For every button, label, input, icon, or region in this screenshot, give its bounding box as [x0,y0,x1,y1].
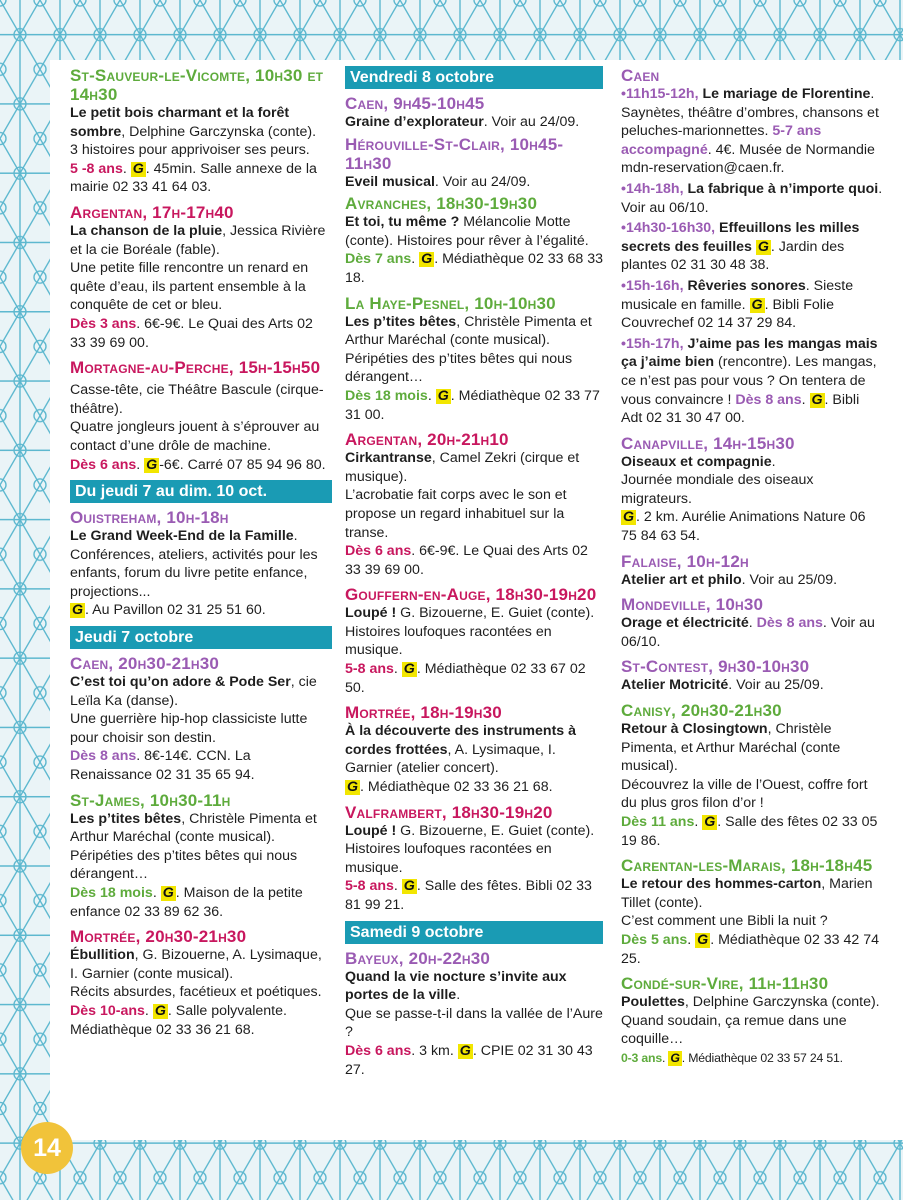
age-label: Dès 18 mois [70,885,153,901]
event-title: Les p’tites bêtes [70,810,182,827]
free-badge: G [154,1002,166,1019]
age-label: 0-3 ans [621,1050,662,1065]
sub-event-description: . Saynètes, théâtre d’ombres, chansons et peluches-marionnettes. [621,86,879,140]
date-bar: Vendredi 8 octobre [345,66,603,89]
age-label: 5-8 ans [345,661,394,678]
sub-event: •15h-17h, J’aime pas les mangas mais ça j’aime bien (rencontre). Les mangas, ce n’est pas pour vous ? On tentera de vous convaincre ! Dès 8 ans. G . Bibli Adt 02 31 30 47 00. [621,335,878,427]
date-bar: Samedi 9 octobre [345,921,603,944]
event-location: Carentan-les-Marais, 18h-18h45 [621,856,873,876]
event-info: . 6€-9€. Le Quai des Arts 02 33 39 69 00. [345,543,588,578]
event-title: Et toi, tu même ? [345,214,460,231]
event-canapville [621,434,883,546]
event-location: La Haye-Pesnel, 10h-10h30 [345,293,556,313]
event-info: . Médiathèque 02 33 57 24 51. [681,1050,843,1065]
bullet: • [621,86,626,102]
event-caen-saturday [621,66,883,428]
sub-event-title: La fabrique à n’importe quoi [683,180,879,197]
event-title: Le Grand Week-End de la Famille [70,528,294,545]
age-label: 5 -8 ans [70,160,123,177]
event-info: . Au Pavillon 02 31 25 51 60. [85,602,266,619]
event-title: Cirkantranse [345,450,432,467]
event-credits: Casse-tête, cie Théâtre Bascule (cirque-théâtre). [70,382,324,417]
event-description: Quatre jongleurs jouent à s’éprouver au contact d’une drôle de machine. [70,419,320,454]
event-valframbert: Valframbert, 18h30-19h20 Loupé ! G. Bizouerne, E. Guiet (conte). Histoires loufoques racontées en musique. 5-8 ans. G . Salle des fêtes. Bibli 02 33 81 99 21. [345,803,603,915]
event-credits: Mélancolie Motte (conte). Histoires pour rêver à l’égalité. [345,214,589,249]
sub-event-info: . 4€. Musée de Normandie mdn-reservation@caen.fr. [621,141,875,177]
event-location: Caen [621,66,660,85]
column-1 [70,66,332,1045]
event-info: . Voir au 25/09. [728,677,824,694]
sub-event-time: 14h-18h, [625,180,684,197]
event-falaise [621,552,883,590]
event-argentan [70,203,332,352]
sub-event-time: 14h30-16h30, [625,220,716,237]
event-st-james: St-James, 10h30-11h Les p’tites bêtes, Christèle Pimenta et Arthur Maréchal (conte musical). Péripéties des p’tites bêtes qui nous dérangent… Dès 18 mois. G . Maison de la petite enfance 02 33 89 62 36. [70,791,332,922]
event-credits: , Christèle Pimenta et Arthur Maréchal (conte musical). Péripéties des p’tites bêtes qui nous dérangent… [345,313,592,386]
event-info: . Voir au 24/09. [483,114,580,130]
free-badge: G [132,160,144,177]
event-avranches: Avranches, 18h30-19h30 Et toi, tu même ? Mélancolie Motte (conte). Histoires pour rêver à l’égalité. Dès 7 ans. G . Médiathèque 02 33 68 33 18. [345,194,603,286]
free-badge: G [146,456,158,473]
event-title: Loupé ! [345,822,397,839]
event-title: La chanson de la pluie [70,222,223,239]
event-location: Condé-sur-Vire, 11h-11h30 [621,974,829,994]
event-title: Orage et électricité [621,615,749,632]
event-info: . Médiathèque 02 33 42 74 25. [621,931,879,967]
punctuation: . [748,615,757,632]
event-location: Mortagne-au-Perche, 15h-15h50 [70,358,321,378]
event-credits: , Delphine Garczynska (conte). Quand soudain, ça remue dans une coquille… [621,994,880,1048]
age-label: Dès 3 ans [70,315,137,332]
event-bayeux [345,949,603,1080]
event-description: Une guerrière hip-hop classiciste lutte pour choisir son destin. [70,711,308,746]
event-info: . Voir au 25/09. [741,571,838,588]
event-credits: , Christèle Pimenta, et Arthur Maréchal (conte musical). [621,721,841,775]
event-description: C’est comment une Bibli la nuit ? [621,913,828,930]
event-title: Quand la vie nocture s’invite aux portes de la ville [345,968,567,1004]
free-badge: G [403,661,415,678]
age-label: Dès 7 ans [345,251,412,268]
event-info: . Médiathèque 02 33 36 21 68. [360,779,553,796]
event-st-sauveur: St-Sauveur-le-Vicomte, 10h30 et 14h30 Le petit bois charmant et la forêt sombre, Delphine Garczynska (conte). 3 histoires pour apprivoiser ses peurs. 5 -8 ans. G . 45min. Salle annexe de la mairie 02 33 41 64 03. [70,66,332,197]
sub-event-description: . Sieste musicale en famille. [621,277,854,313]
age-label: Dès 6 ans [345,543,412,560]
sub-event-info: . Bibli Folie Couvrechef 02 14 37 29 84. [621,296,834,332]
event-credits: , Marien Tillet (conte). [621,876,873,911]
event-location: St-James, 10h30-11h [70,790,231,810]
event-info: . Médiathèque 02 33 68 33 18. [345,251,603,286]
event-location: Gouffern-en-Auge, 18h30-19h20 [345,585,597,605]
event-location: Falaise, 10h-12h [621,551,749,571]
event-location: Canisy, 20h30-21h30 [621,701,782,721]
free-badge: G [704,814,716,830]
event-la-haye-pesnel: La Haye-Pesnel, 10h-10h30 Les p’tites bêtes, Christèle Pimenta et Arthur Maréchal (conte musical). Péripéties des p’tites bêtes qui nous dérangent… Dès 18 mois. G . Médiathèque 02 33 77 31 00. [345,294,603,425]
event-location: St-Contest, 9h30-10h30 [621,657,810,677]
event-description: Découvrez la ville de l’Ouest, coffre fort du plus gros filon d’or ! [621,776,868,812]
event-info: . Voir au 06/10. [621,615,875,650]
event-credits: G. Bizouerne, E. Guiet (conte). Histoires loufoques racontées en musique. [345,605,595,659]
event-title: Les p’tites bêtes [345,313,457,330]
free-badge: G [347,779,359,796]
event-credits: , G. Bizouerne, A. Lysimaque, I. Garnier (conte musical). [70,947,322,982]
event-location: Argentan, 20h-21h10 [345,430,509,450]
event-location: Avranches, 18h30-19h30 [345,194,538,214]
age-label: Dès 8 ans [735,391,802,408]
bullet: • [621,335,626,352]
sub-event-info: . Bibli Adt 02 31 30 47 00. [621,391,860,427]
event-description: Une petite fille rencontre un renard en quête d’eau, ils partent ensemble à la conquête de cet or bleu. [70,260,309,314]
free-badge: G [421,251,433,268]
event-canisy: Canisy, 20h30-21h30 Retour à Closingtown, Christèle Pimenta, et Arthur Maréchal (conte musical). Découvrez la ville de l’Ouest, coffre fort du plus gros filon d’or ! Dès 11 ans. G . Salle des fêtes 02 33 05 19 86. [621,701,883,850]
age-label: Dès 8 ans [756,615,823,632]
sub-event [621,85,883,178]
event-title: C’est toi qu’on adore & Pode Ser [70,674,291,691]
date-bar: Du jeudi 7 au dim. 10 oct. [70,480,332,503]
event-credits: , Christèle Pimenta et Arthur Maréchal (conte musical). [70,810,317,846]
event-gouffern: Gouffern-en-Auge, 18h30-19h20 Loupé ! G. Bizouerne, E. Guiet (conte). Histoires loufoques racontées en musique. 5-8 ans. G . Médiathèque 02 33 67 02 50. [345,585,603,697]
age-label: Dès 18 mois [345,387,428,404]
event-carentan: Carentan-les-Marais, 18h-18h45 Le retour des hommes-carton, Marien Tillet (conte). C’est comment une Bibli la nuit ? Dès 5 ans. G . Médiathèque 02 33 42 74 25. [621,856,883,968]
event-title: Loupé ! [345,605,397,622]
free-badge: G [757,238,769,255]
event-mortree-cordes [345,703,603,796]
page-number-badge: 14 [21,1122,73,1174]
free-badge: G [697,931,709,948]
event-argentan-cirk [345,430,603,579]
event-mortagne: Mortagne-au-Perche, 15h-15h50 Casse-tête, cie Théâtre Bascule (cirque-théâtre). Quatre jongleurs jouent à s’éprouver au contact d’une drôle de machine. Dès 6 ans. G -6€. Carré 07 85 94 96 80. [70,358,332,474]
event-caen-graine [345,94,603,132]
free-badge: G [623,509,635,526]
event-info: . Salle polyvalente. Médiathèque 02 33 36 21 68. [70,1002,287,1038]
free-badge: G [670,1050,680,1065]
event-mortree-ebullition: Mortrée, 20h30-21h30 Ébullition, G. Bizouerne, A. Lysimaque, I. Garnier (conte musical). Récits absurdes, facétieux et poétiques. Dès 10-ans. G . Salle polyvalente. Médiathèque 02 33 36 21 68. [70,927,332,1039]
event-location: Valframbert, 18h30-19h20 [345,802,553,822]
event-credits: G. Bizouerne, E. Guiet (conte). Histoires loufoques racontées en musique. [345,822,595,876]
age-label: 5-7 ans accompagné [621,123,822,158]
event-location: Mortrée, 20h30-21h30 [70,927,247,947]
event-info: . 45min. Salle annexe de la mairie 02 33 41 64 03. [70,160,317,196]
event-info: . Médiathèque 02 33 77 31 00. [345,387,600,423]
punctuation: . [456,987,461,1004]
event-title: Atelier art et philo [621,571,742,588]
event-title: Retour à Closingtown [621,721,768,738]
sub-event [621,180,883,217]
age-label: Dès 8 ans [70,748,137,765]
event-description: Péripéties des p’tites bêtes qui nous dérangent… [70,847,298,883]
event-description: 3 histoires pour apprivoiser ses peurs. [70,142,310,159]
free-badge: G [751,296,763,313]
sub-event-info: . Jardin des plantes 02 31 30 48 38. [621,238,845,274]
age-label: Dès 11 ans [621,814,695,830]
age-label: Dès 5 ans [621,931,688,948]
event-credits: , cie Leïla Ka (danse). [70,674,317,709]
free-badge: G [403,878,415,895]
event-info: . Voir au 24/09. [434,173,531,190]
age-label: Dès 10-ans [70,1002,145,1019]
sub-event [621,277,883,333]
sub-event-time: 15h-17h, [625,335,684,352]
event-credits: , Delphine Garczynska (conte). [121,123,317,140]
event-title: Atelier Motricité [621,677,729,694]
event-description: Que se passe-t-il dans la vallée de l’Aure ? [345,1005,603,1041]
event-location: Caen, 20h30-21h30 [70,654,220,674]
sub-event [621,219,883,275]
event-location: Bayeux, 20h-22h30 [345,948,491,968]
age-label: 5-8 ans [345,878,394,895]
event-title: Le petit bois charmant et la forêt sombre [70,105,290,140]
event-conde-sur-vire: Condé-sur-Vire, 11h-11h30 Poulettes, Delphine Garczynska (conte). Quand soudain, ça remue dans une coquille… 0-3 ans. G . Médiathèque 02 33 57 24 51. [621,974,883,1067]
sub-event-title: Le mariage de Florentine [698,86,871,102]
free-badge: G [72,602,84,619]
event-credits: . Conférences, ateliers, activités pour les enfants, forum du livre petite enfance, projections... [70,528,318,600]
event-title: Graine d’explorateur [345,114,484,130]
free-badge: G [162,885,174,901]
event-location: Caen, 9h45-10h45 [345,94,485,113]
event-info: . Médiathèque 02 33 67 02 50. [345,661,586,696]
free-badge: G [459,1042,471,1059]
event-caen-dance [70,654,332,785]
event-ouistreham [70,508,332,620]
event-herouville [345,135,603,192]
event-title: Eveil musical [345,173,435,190]
event-info: . Maison de la petite enfance 02 33 89 62 36. [70,885,303,920]
event-location: Hérouville-St-Clair, 10h45-11h30 [345,134,564,173]
column-3 [621,66,883,1074]
date-bar: Jeudi 7 octobre [70,626,332,649]
bullet: • [621,277,626,294]
event-title: Ébullition [70,947,135,964]
event-info: . 6€-9€. Le Quai des Arts 02 33 39 69 00. [70,315,313,351]
event-info: -6€. Carré 07 85 94 96 80. [159,456,326,473]
event-credits: , Camel Zekri (cirque et musique). [345,450,580,485]
event-description: Journée mondiale des oiseaux migrateurs. [621,472,814,507]
event-credits: , A. Lysimaque, I. Garnier (atelier concert). [345,741,556,777]
punctuation: . [771,453,776,470]
free-badge: G [437,387,449,404]
bullet: • [621,220,626,237]
event-title: Oiseaux et compagnie [621,453,772,470]
event-title: Poulettes [621,994,685,1011]
event-location: Argentan, 17h-17h40 [70,202,234,222]
event-location: Canapville, 14h-15h30 [621,433,795,453]
event-info: . 8€-14€. CCN. La Renaissance 02 31 35 65 94. [70,748,255,784]
event-info: . 2 km. Aurélie Animations Nature 06 75 84 63 54. [621,509,866,545]
free-badge: G [811,391,823,408]
sub-event-info: . Voir au 06/10. [621,180,883,216]
event-title: Le retour des hommes-carton [621,876,822,893]
event-description: Récits absurdes, facétieux et poétiques. [70,984,322,1001]
bullet: • [621,180,626,197]
sub-event-title: Rêveries sonores [683,277,806,294]
age-label: Dès 6 ans [70,456,137,473]
event-title: À la découverte des instruments à cordes frottées [345,723,577,758]
sub-event-description: (rencontre). Les mangas, ce n’est pas pour vous ? On tentera de vous convaincre ! [621,354,877,408]
event-location: Ouistreham, 10h-18h [70,508,229,528]
age-label: Dès 6 ans [345,1042,412,1059]
event-info: . Salle des fêtes 02 33 05 19 86. [621,814,878,849]
event-info: . Salle des fêtes. Bibli 02 33 81 99 21. [345,878,592,913]
event-description: L’acrobatie fait corps avec le son et propose un regard inhabituel sur la transe. [345,487,567,541]
event-st-contest [621,657,883,695]
event-info-distance: . 3 km. [411,1042,458,1059]
event-info: . CPIE 02 31 30 43 27. [345,1042,593,1078]
sub-event-time: 15h-16h, [625,277,684,294]
sub-event-time: 11h15-12h, [625,86,699,102]
event-location: St-Sauveur-le-Vicomte, 10h30 et 14h30 [70,66,324,104]
event-mondeville [621,595,883,651]
event-credits: , Jessica Rivière et la cie Boréale (fable). [70,222,326,258]
sub-event-title: J’aime pas les mangas mais ça j’aime bien [621,335,878,371]
event-location: Mondeville, 10h30 [621,595,764,615]
column-2 [345,66,603,1085]
sub-event-title: Effeuillons les milles secrets des feuilles [621,220,860,255]
event-location: Mortrée, 18h-19h30 [345,703,502,723]
